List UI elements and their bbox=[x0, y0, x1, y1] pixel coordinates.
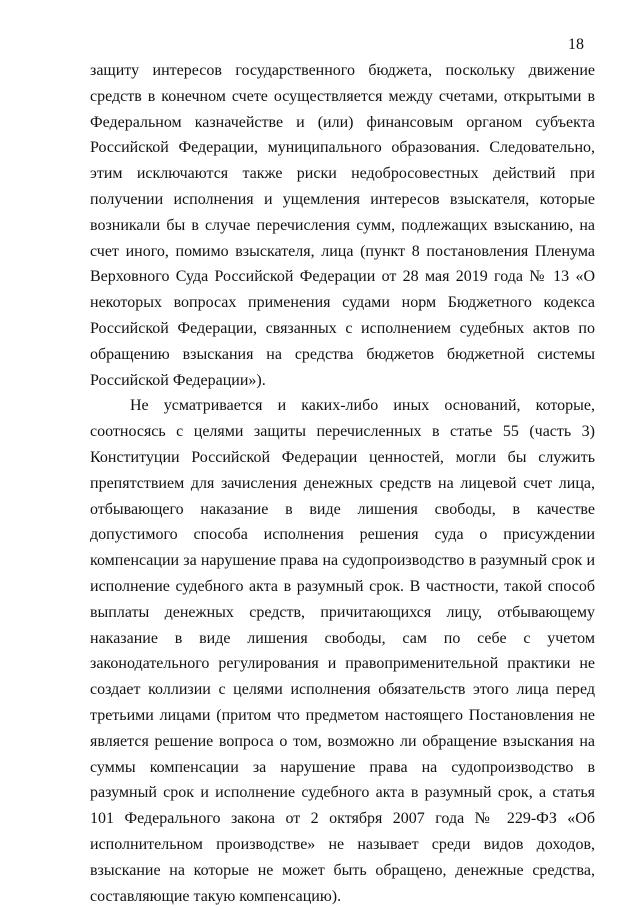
page-number: 18 bbox=[568, 36, 584, 53]
document-body bbox=[90, 58, 595, 909]
paragraph-new: Не усматривается и каких-либо иных оснований, которые, соотносясь с целями защиты перечисленных в статье 55 (часть 3) Конституции Российской Федерации ценностей, могли бы служить препятствием для зачисления денежных средств на лицевой счет лица, отбывающего наказание в виде лишения свободы, в качестве допустимого способа исполнения решения суда о присуждении компенсации за нарушение права на судопроизводство в разумный срок и исполнение судебного акта в разумный срок. В частности, такой способ выплаты денежных средств, причитающихся лицу, отбывающему наказание в виде лишения свободы, сам по себе с учетом законодательного регулирования и правоприменительной практики не создает коллизии с целями исполнения обязательств этого лица перед третьими лицами (притом что предметом настоящего Постановления не является решение вопроса о том, возможно ли обращение взыскания на суммы компенсации за нарушение права на судопроизводство в разумный срок и исполнение судебного акта в разумный срок, а статья 101 Федерального закона от 2 октября 2007 года № 229-ФЗ «Об исполнительном производстве» не называет среди видов доходов, взыскание на которые не может быть обращено, денежные средства, составляющие такую компенсацию). bbox=[90, 397, 595, 905]
paragraph-continuation: защиту интересов государственного бюджета, поскольку движение средств в конечном счете осуществляется между счетами, открытыми в Федеральном казначействе и (или) финансовым органом субъекта Российской Федерации, муниципального образования. Следовательно, этим исключаются также риски недобросовестных действий при получении исполнения и ущемления интересов взыскателя, которые возникали бы в случае перечисления сумм, подлежащих взысканию, на счет иного, помимо взыскателя, лица (пункт 8 постановления Пленума Верховного Суда Российской Федерации от 28 мая 2019 года № 13 «О некоторых вопросах применения судами норм Бюджетного кодекса Российской Федерации, связанных с исполнением судебных актов по обращению взыскания на средства бюджетов бюджетной системы Российской Федерации»). bbox=[90, 62, 595, 389]
